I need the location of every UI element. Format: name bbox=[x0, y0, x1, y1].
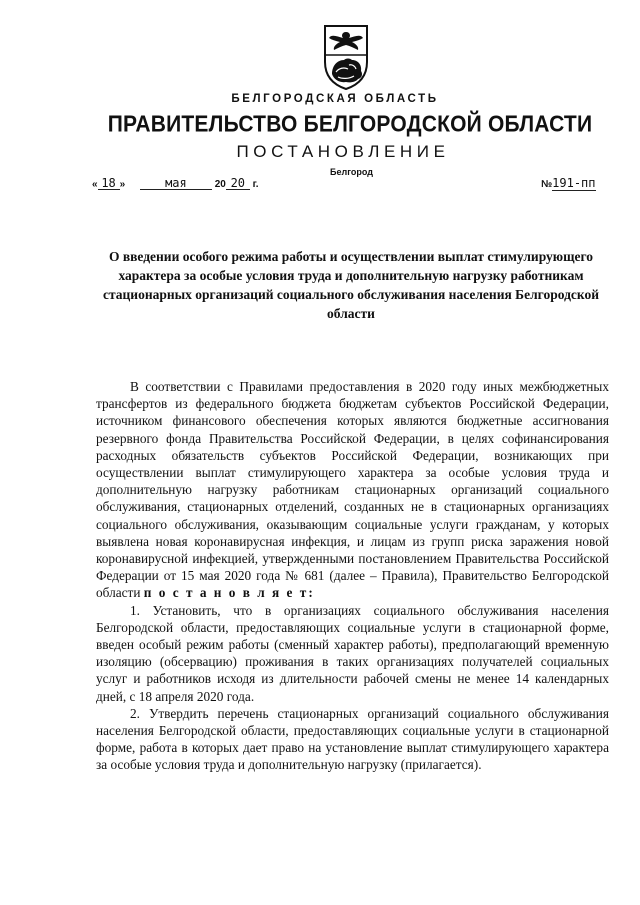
date-year-prefix: 20 bbox=[214, 179, 226, 190]
document-type: ПОСТАНОВЛЕНИЕ bbox=[236, 142, 450, 161]
decree-number bbox=[541, 177, 596, 190]
government-name: ПРАВИТЕЛЬСТВО БЕЛГОРОДСКОЙ ОБЛАСТИ bbox=[107, 111, 593, 138]
resolves-word: п о с т а н о в л я е т: bbox=[143, 585, 315, 601]
date-open-quote: « bbox=[92, 179, 98, 190]
date-day: 18 bbox=[98, 177, 120, 190]
preamble-text: В соответствии с Правилами предоставления в 2020 году иных межбюджетных трансфертов из федерального бюджета бюджетам субъектов Российской Федерации, источником финансового обеспечения которых являются бюджетные ассигнования резервного фонда Правительства Российской Федерации, в целях софинансирования расходных обязательств субъектов Российской Федерации, возникающих при осуществлении выплат стимулирующего характера за особые условия труда и дополнительную нагрузку работникам стационарных организаций социального обслуживания, стационарных отделений, созданных не в стационарных организациях социального обслуживания, оказывающим социальные услуги гражданам, у которых выявлена новая коронавирусная инфекция, и лицам из групп риска заражения новой коронавирусной инфекцией, утвержденными постановлением Правительства Российской Федерации от 15 мая 2020 года № 681 (далее – Правила), Правительство Белгородской области bbox=[96, 379, 609, 601]
coat-of-arms-icon bbox=[322, 22, 370, 92]
decree-body bbox=[96, 378, 609, 774]
number-prefix: № bbox=[541, 179, 553, 190]
decree-title: О введении особого режима работы и осуществлении выплат стимулирующего характера за особые условия труда и дополнительную нагрузку работникам стационарных организаций социального обслуживания населения Белгородской области bbox=[102, 249, 600, 321]
date-year-mark: г. bbox=[252, 179, 259, 190]
city-name: Белгород bbox=[330, 167, 373, 177]
date-month: мая bbox=[140, 177, 212, 190]
item-2: 2. Утвердить перечень стационарных организаций социального обслуживания населения Белгородской области, предоставляющих социальные услуги в стационарной форме, работа в которых дает право на установление выплат стимулирующего характера за особые условия труда и дополнительную нагрузку (прилагается). bbox=[96, 705, 609, 773]
date-close-quote: » bbox=[119, 179, 126, 190]
number-value: 191-пп bbox=[552, 176, 596, 190]
decree-date bbox=[92, 177, 262, 190]
preamble-paragraph bbox=[96, 378, 609, 602]
region-name: БЕЛГОРОДСКАЯ ОБЛАСТЬ bbox=[231, 93, 439, 105]
item-1: 1. Установить, что в организациях социального обслуживания населения Белгородской области, предоставляющих социальные услуги в стационарной форме, введен особый режим работы (сменный характер работы), предполагающий временную изоляцию (обсервацию) проживания в таких организациях получателей социальных услуг и работников исходя из длительности рабочей смены не менее 14 календарных дней, с 18 апреля 2020 года. bbox=[96, 602, 609, 704]
date-year-suffix: 20 bbox=[226, 177, 250, 190]
